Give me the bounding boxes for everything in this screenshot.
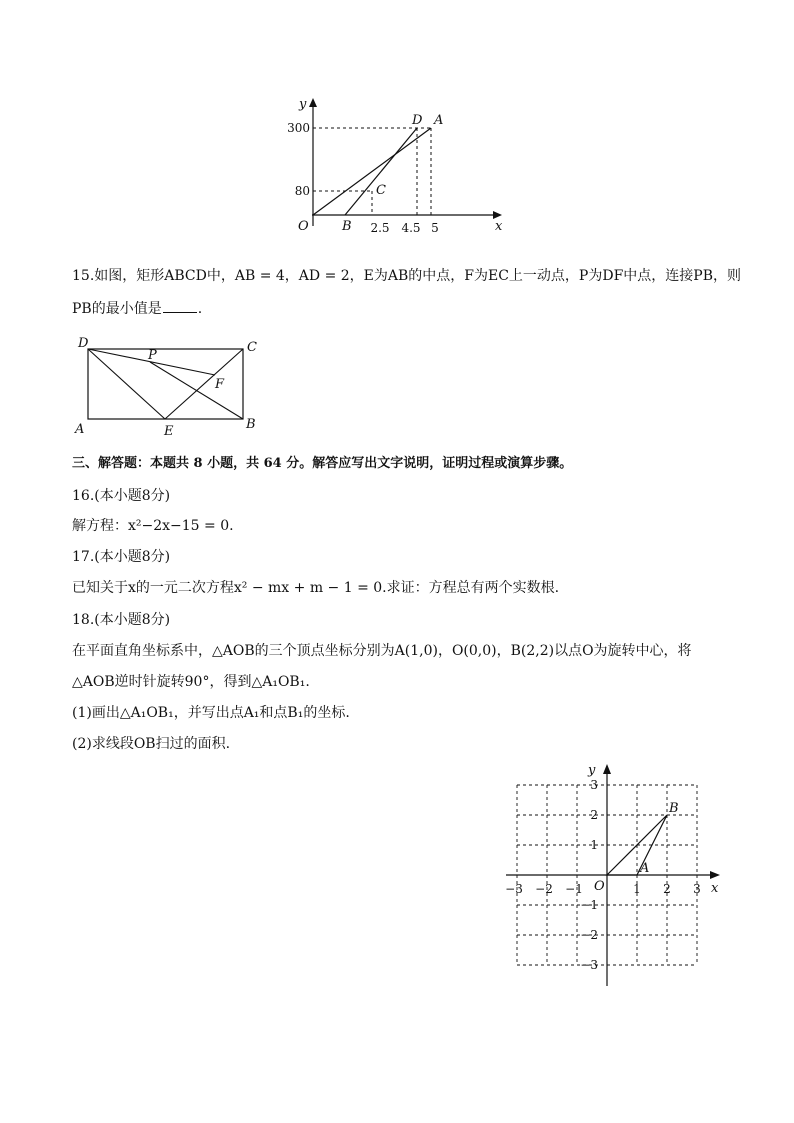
y-tick-neg1: −1	[580, 898, 598, 912]
line-OA	[313, 128, 431, 215]
q18-line2: △AOB逆时针旋转90°，得到△A₁OB₁.	[72, 674, 310, 690]
point-label-B: B	[669, 801, 679, 816]
y-tick-neg2: −2	[580, 928, 598, 942]
x-tick-4-5: 4.5	[401, 221, 421, 235]
line-BD	[345, 128, 417, 215]
x-tick-5: 5	[431, 221, 439, 235]
x-axis-label: x	[711, 881, 719, 896]
y-tick-neg3: −3	[580, 958, 598, 972]
segment-PB	[150, 362, 243, 419]
x-axis-arrow	[493, 211, 502, 219]
y-tick-1: 1	[590, 838, 598, 852]
y-axis-arrow	[603, 764, 611, 774]
x-tick-neg1: −1	[565, 882, 583, 896]
label-B: B	[246, 417, 256, 432]
label-E: E	[164, 424, 174, 439]
y-tick-300: 300	[287, 121, 310, 135]
top-graph-figure	[287, 90, 520, 240]
q15-line2	[72, 298, 734, 319]
y-tick-80: 80	[294, 184, 310, 198]
q17-text: 已知关于x的一元二次方程x² − mx + m − 1 = 0.求证：方程总有两个实数根.	[72, 580, 560, 596]
q15-line2-text: PB的最小值是	[72, 301, 162, 317]
section-3-heading: 三、解答题：本题共 8 小题，共 64 分。解答应写出文字说明，证明过程或演算步骤。	[72, 456, 573, 471]
point-label-B: B	[342, 219, 352, 234]
label-F: F	[215, 377, 225, 392]
q16-text: 解方程：x²−2x−15 = 0.	[72, 518, 234, 534]
x-tick-2-5: 2.5	[370, 221, 390, 235]
x-tick-1: 1	[633, 882, 641, 896]
q18-part1: (1)画出△A₁OB₁，并写出点A₁和点B₁的坐标.	[72, 705, 350, 721]
q18-line1: 在平面直角坐标系中，△AOB的三个顶点坐标分别为A(1,0)，O(0,0)，B(2,2)以点O为旋转中心，将	[72, 643, 692, 659]
origin-label: O	[298, 219, 309, 234]
y-axis-label: y	[588, 763, 596, 778]
x-axis-label: x	[495, 219, 503, 234]
point-label-A: A	[434, 113, 444, 128]
label-D: D	[78, 336, 89, 351]
point-label-C: C	[376, 183, 386, 198]
q15-line1: 15.如图，矩形ABCD中，AB = 4，AD = 2，E为AB的中点，F为EC上一动点，P为DF中点，连接PB，则	[72, 268, 741, 284]
label-P: P	[148, 348, 157, 363]
q15-line2-end: .	[197, 301, 203, 317]
origin-label: O	[594, 879, 605, 894]
y-tick-3: 3	[590, 778, 598, 792]
q18-part2: (2)求线段OB扫过的面积.	[72, 736, 231, 752]
q16-header: 16.(本小题8分)	[72, 488, 171, 504]
y-axis-arrow	[309, 98, 317, 107]
x-tick-neg2: −2	[535, 882, 553, 896]
coordinate-grid-figure	[500, 760, 730, 992]
label-A: A	[75, 422, 85, 437]
y-tick-2: 2	[590, 808, 598, 822]
segment-EC	[165, 349, 243, 419]
rectangle-figure	[72, 333, 272, 443]
answer-blank[interactable]	[163, 298, 197, 313]
x-tick-2: 2	[663, 882, 671, 896]
point-label-D: D	[412, 113, 423, 128]
q17-header: 17.(本小题8分)	[72, 549, 171, 565]
y-axis-label: y	[299, 97, 307, 112]
point-label-A: A	[640, 861, 650, 876]
x-tick-3: 3	[693, 882, 701, 896]
label-C: C	[247, 340, 257, 355]
x-axis-arrow	[710, 871, 720, 879]
q18-header: 18.(本小题8分)	[72, 612, 171, 628]
x-tick-neg3: −3	[505, 882, 523, 896]
